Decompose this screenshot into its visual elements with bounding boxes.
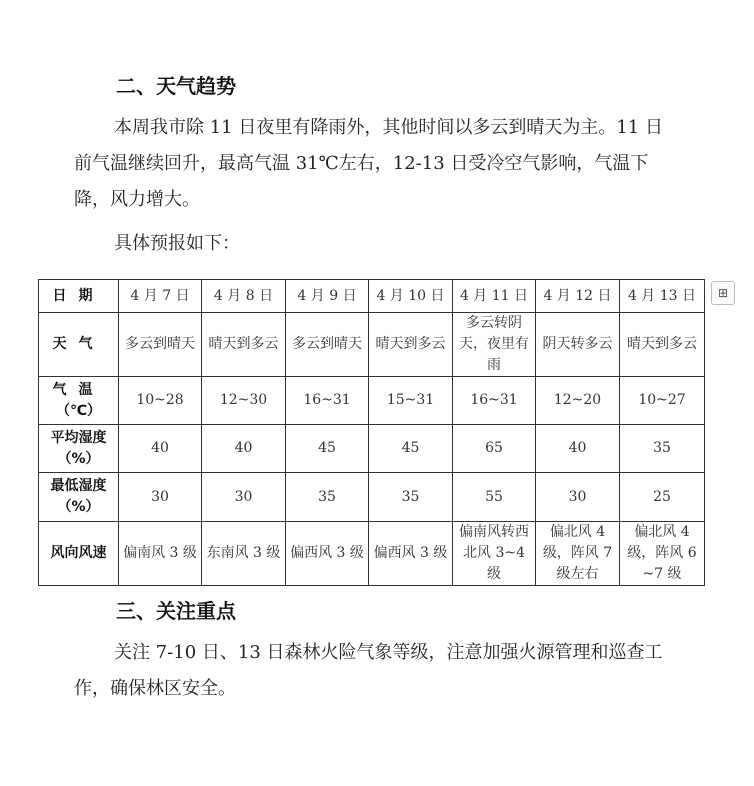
temperature-cell: 16~31 xyxy=(286,377,369,425)
row-header-temperature-label: 气温 xyxy=(52,381,105,398)
table-row-min-humidity xyxy=(39,473,705,522)
table-row-temperature xyxy=(39,377,705,425)
section-heading-weather-trend: 二、天气趋势 xyxy=(116,74,236,98)
avg-humidity-cell: 45 xyxy=(369,425,453,473)
min-humidity-cell: 35 xyxy=(369,473,453,522)
row-header-min-humidity xyxy=(39,473,119,522)
min-humidity-cell: 25 xyxy=(620,473,705,522)
row-header-avg-humidity xyxy=(39,425,119,473)
weather-cell: 晴天到多云 xyxy=(202,313,286,377)
date-cell: 4 月 9 日 xyxy=(286,280,369,313)
wind-cell: 偏北风 4 级，阵风 7 级左右 xyxy=(536,522,620,586)
table-tool-icon[interactable]: ⊞ xyxy=(711,281,735,305)
min-humidity-cell: 30 xyxy=(202,473,286,522)
temperature-cell: 10~28 xyxy=(119,377,202,425)
date-cell: 4 月 10 日 xyxy=(369,280,453,313)
date-cell: 4 月 7 日 xyxy=(119,280,202,313)
forecast-table xyxy=(38,279,705,586)
table-row-wind xyxy=(39,522,705,586)
weather-cell: 晴天到多云 xyxy=(369,313,453,377)
row-header-wind: 风向风速 xyxy=(39,522,119,586)
wind-cell: 偏南风 3 级 xyxy=(119,522,202,586)
wind-cell: 偏南风转西北风 3~4 级 xyxy=(453,522,536,586)
focus-paragraph: 关注 7-10 日、13 日森林火险气象等级，注意加强火源管理和巡查工作，确保林区安全。 xyxy=(74,642,663,699)
weather-cell: 晴天到多云 xyxy=(620,313,705,377)
avg-humidity-cell: 65 xyxy=(453,425,536,473)
avg-humidity-cell: 45 xyxy=(286,425,369,473)
wind-cell: 偏西风 3 级 xyxy=(286,522,369,586)
avg-humidity-cell: 35 xyxy=(620,425,705,473)
avg-humidity-cell: 40 xyxy=(202,425,286,473)
wind-cell: 偏西风 3 级 xyxy=(369,522,453,586)
temperature-cell: 12~30 xyxy=(202,377,286,425)
weather-cell: 多云到晴天 xyxy=(286,313,369,377)
date-cell: 4 月 13 日 xyxy=(620,280,705,313)
row-header-temperature xyxy=(39,377,119,425)
table-row-avg-humidity xyxy=(39,425,705,473)
table-row-date xyxy=(39,280,705,313)
weather-cell: 多云转阴天，夜里有雨 xyxy=(453,313,536,377)
min-humidity-cell: 55 xyxy=(453,473,536,522)
forecast-intro: 具体预报如下： xyxy=(114,233,240,254)
section-heading-focus: 三、关注重点 xyxy=(116,599,236,623)
date-cell: 4 月 11 日 xyxy=(453,280,536,313)
row-header-min-humidity-label: 最低湿度 xyxy=(50,478,107,494)
weather-cell: 阴天转多云 xyxy=(536,313,620,377)
row-header-weather: 天气 xyxy=(39,313,119,377)
row-header-temperature-unit: （℃） xyxy=(56,402,101,419)
temperature-cell: 16~31 xyxy=(453,377,536,425)
min-humidity-cell: 35 xyxy=(286,473,369,522)
date-cell: 4 月 8 日 xyxy=(202,280,286,313)
wind-cell: 东南风 3 级 xyxy=(202,522,286,586)
date-cell: 4 月 12 日 xyxy=(536,280,620,313)
avg-humidity-cell: 40 xyxy=(536,425,620,473)
row-header-avg-humidity-unit: （%） xyxy=(57,450,100,467)
temperature-cell: 15~31 xyxy=(369,377,453,425)
row-header-date: 日期 xyxy=(39,280,119,313)
temperature-cell: 12~20 xyxy=(536,377,620,425)
min-humidity-cell: 30 xyxy=(119,473,202,522)
row-header-min-humidity-unit: （%） xyxy=(57,499,100,515)
row-header-avg-humidity-label: 平均湿度 xyxy=(50,429,107,446)
temperature-cell: 10~27 xyxy=(620,377,705,425)
weather-cell: 多云到晴天 xyxy=(119,313,202,377)
table-row-weather xyxy=(39,313,705,377)
wind-cell: 偏北风 4 级，阵风 6~7 级 xyxy=(620,522,705,586)
weather-trend-paragraph: 本周我市除 11 日夜里有降雨外，其他时间以多云到晴天为主。11 日前气温继续回升，最高气温 31℃左右，12-13 日受冷空气影响，气温下降，风力增大。 xyxy=(74,117,663,210)
min-humidity-cell: 30 xyxy=(536,473,620,522)
avg-humidity-cell: 40 xyxy=(119,425,202,473)
